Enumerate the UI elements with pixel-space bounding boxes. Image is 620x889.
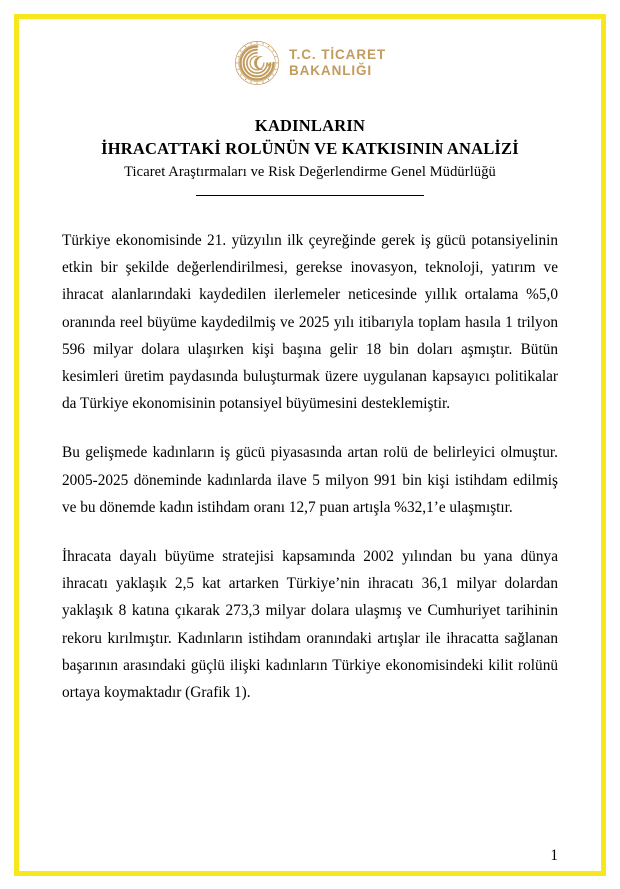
tc-ticaret-bakanligi-emblem-icon bbox=[234, 40, 280, 86]
body-copy bbox=[62, 227, 558, 707]
title-block bbox=[62, 114, 558, 196]
page-content bbox=[62, 0, 558, 706]
body-paragraph-3: İhracata dayalı büyüme stratejisi kapsamında 2002 yılından bu yana dünya ihracatı yaklaşık 2,5 kat artarken Türkiye’nin ihracatı 36,1 milyar dolardan yaklaşık 8 katına çıkarak 273,3 milyar dolara ulaşmış ve Cumhuriyet tarihinin rekoru kırılmıştır. Kadınların istihdam oranındaki artışlar ile ihracatta sağlanan başarının arasındaki güçlü ilişki kadınların Türkiye ekonomisindeki kilit rolünü ortaya koymaktadır (Grafik 1). bbox=[62, 548, 558, 702]
ministry-masthead bbox=[62, 0, 558, 89]
wordmark-line-2: BAKANLIĞI bbox=[288, 63, 373, 78]
body-paragraph-2: Bu gelişmede kadınların iş gücü piyasasında artan rolü de belirleyici olmuştur. 2005-2025 döneminde kadınlarda ilave 5 milyon 991 bin kişi istihdam edilmiş ve bu dönemde kadın istihdam oranı 12,7 puan artışla %32,1’e ulaşmıştır. bbox=[62, 444, 558, 516]
page-subtitle: Ticaret Araştırmaları ve Risk Değerlendirme Genel Müdürlüğü bbox=[124, 163, 496, 180]
page-title-line-2: İHRACATTAKİ ROLÜNÜN VE KATKISININ ANALİZİ bbox=[101, 139, 519, 159]
wordmark-line-1: T.C. TİCARET bbox=[288, 47, 387, 63]
body-paragraph-1: Türkiye ekonomisinde 21. yüzyılın ilk çeyreğinde gerek iş gücü potansiyelinin etkin bir şekilde değerlendirilmesi, gerekse inovasyon, teknoloji, yatırım ve ihracat alanlarındaki kaydedilen ilerlemeler neticesinde yıllık ortalama %5,0 oranında reel büyüme kaydedilmiş ve 2025 yılı itibarıyla toplam hasıla 1 trilyon 596 milyar dolara ulaşırken kişi başına gelir 18 bin doları aşmıştır. Bütün kesimleri üretim paydasında buluşturmak üzere uygulanan kapsayıcı politikalar da Türkiye ekonomisinin potansiyel büyümesini desteklemiştir. bbox=[62, 231, 558, 413]
ministry-wordmark bbox=[289, 47, 386, 79]
page-title-line-1: KADINLARIN bbox=[254, 116, 366, 135]
title-divider-rule bbox=[196, 195, 424, 196]
page-number: 1 bbox=[550, 846, 558, 864]
